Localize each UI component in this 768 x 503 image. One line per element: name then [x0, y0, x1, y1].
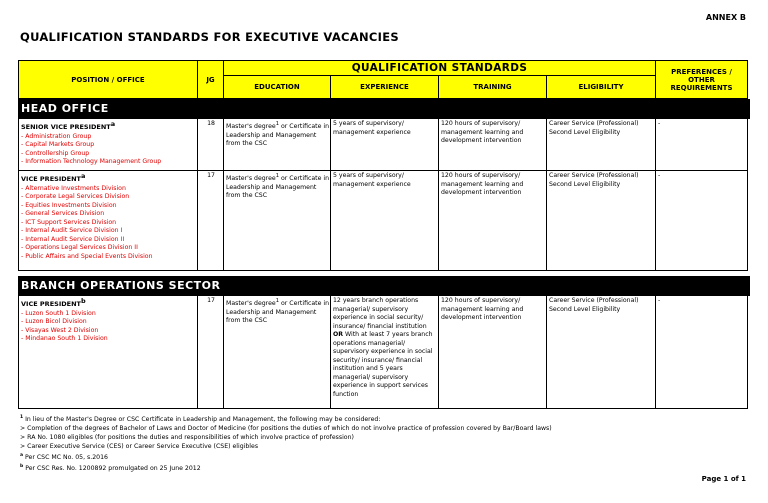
education-text-rest: or Certificate in Leadership and Management from the CSC [226, 300, 330, 325]
header-position: POSITION / OFFICE [19, 61, 198, 99]
training-cell: 120 hours of supervisory/ management learning and development intervention [439, 296, 547, 409]
education-cell [224, 171, 331, 271]
footnote-text: Per CSC MC No. 05, s.2016 [23, 453, 108, 461]
education-text: Master's degree [226, 123, 276, 131]
education-cell [224, 296, 331, 409]
experience-text: 12 years branch operations managerial/ supervisory experience in social security/ insurance/ financial institution [333, 297, 427, 330]
unit-item: - Visayas West 2 Division [21, 326, 99, 334]
unit-item: - ICT Support Services Division [21, 218, 117, 226]
footnote-text: In lieu of the Master's Degree or CSC Certificate in Leadership and Management, the following may be considered: [23, 416, 381, 424]
training-cell: 120 hours of supervisory/ management learning and development intervention [439, 171, 547, 271]
experience-cell: 5 years of supervisory/ management experience [331, 171, 439, 271]
education-cell [224, 119, 331, 171]
preferences-cell: - [656, 171, 748, 271]
position-footnote: b [80, 297, 86, 305]
experience-cell: 5 years of supervisory/ management experience [331, 119, 439, 171]
footnotes [20, 414, 552, 474]
position-cell [19, 296, 198, 409]
footnote-b [20, 463, 552, 474]
footnote-marker: 1 [20, 415, 24, 420]
education-footnote: 1 [275, 298, 279, 304]
footnote-text: Per CSC Res. No. 1200892 promulgated on 25 June 2012 [23, 464, 201, 472]
jg-cell: 17 [198, 171, 224, 271]
eligibility-cell: Career Service (Professional) Second Level Eligibility [547, 171, 656, 271]
unit-item: - Public Affairs and Special Events Division [21, 252, 153, 260]
position-cell [19, 119, 198, 171]
jg-cell: 18 [198, 119, 224, 171]
header-training: TRAINING [439, 76, 547, 99]
unit-item: - Information Technology Management Group [21, 158, 162, 166]
header-education: EDUCATION [224, 76, 331, 99]
page-number: Page 1 of 1 [701, 475, 746, 483]
unit-item: - Mindanao South 1 Division [21, 335, 108, 343]
page-title: QUALIFICATION STANDARDS FOR EXECUTIVE VACANCIES [20, 30, 399, 44]
education-footnote: 1 [275, 173, 279, 179]
experience-or: OR [333, 331, 344, 338]
position-cell [19, 171, 198, 271]
education-text: Master's degree [226, 175, 276, 183]
position-title: SENIOR VICE PRESIDENT [21, 123, 111, 132]
position-title: VICE PRESIDENT [21, 300, 81, 309]
table-row [18, 119, 748, 171]
position-title: VICE PRESIDENT [21, 175, 81, 184]
section-head-office: HEAD OFFICE [18, 99, 750, 119]
unit-item: - General Services Division [21, 210, 105, 218]
unit-item: - Capital Markets Group [21, 141, 95, 149]
unit-item: - Corporate Legal Services Division [21, 193, 130, 201]
education-text-rest: or Certificate in Leadership and Management from the CSC [226, 123, 330, 148]
position-footnote: a [80, 172, 86, 180]
unit-item: - Luzon Bicol Division [21, 318, 87, 326]
education-text-rest: or Certificate in Leadership and Management from the CSC [226, 175, 330, 200]
header-qualification-standards: QUALIFICATION STANDARDS [224, 61, 656, 76]
unit-item: - Luzon South 1 Division [21, 309, 96, 317]
position-footnote: a [110, 120, 116, 128]
table-row [18, 171, 748, 271]
footnote-item: > Career Executive Service (CES) or Career Service Executive (CSE) eligibles [20, 442, 259, 450]
footnote-marker: b [20, 463, 24, 469]
header-experience: EXPERIENCE [331, 76, 439, 99]
jg-cell: 17 [198, 296, 224, 409]
eligibility-cell: Career Service (Professional) Second Level Eligibility [547, 296, 656, 409]
section-branch-operations: BRANCH OPERATIONS SECTOR [18, 276, 750, 296]
experience-text-alt: With at least 7 years branch operations managerial/ supervisory experience in social security/ insurance/ financial institution and 5 years managerial/ supervisory experience in support services function [333, 331, 433, 398]
footnote-item: > RA No. 1080 eligibles (for positions the duties and responsibilities of which involve practice of profession) [20, 433, 354, 441]
unit-item: - Alternative Investments Division [21, 184, 126, 192]
eligibility-cell: Career Service (Professional) Second Level Eligibility [547, 119, 656, 171]
header-jg: JG [198, 61, 224, 99]
footnote-1 [20, 414, 552, 425]
preferences-cell: - [656, 296, 748, 409]
training-cell: 120 hours of supervisory/ management learning and development intervention [439, 119, 547, 171]
table-header [18, 60, 748, 99]
unit-item: - Internal Audit Service Division II [21, 235, 125, 243]
unit-item: - Operations Legal Services Division II [21, 244, 138, 252]
unit-item: - Administration Group [21, 132, 92, 140]
unit-item: - Equities Investments Division [21, 201, 117, 209]
education-text: Master's degree [226, 300, 276, 308]
unit-item: - Controllership Group [21, 149, 90, 157]
footnote-a [20, 452, 552, 463]
footnote-marker: a [20, 452, 24, 458]
unit-item: - Internal Audit Service Division I [21, 227, 123, 235]
table-row [18, 296, 748, 409]
annex-label: ANNEX B [705, 13, 746, 22]
header-eligibility: ELIGIBILITY [547, 76, 656, 99]
footnote-item: > Completion of the degrees of Bachelor of Laws and Doctor of Medicine (for positions the duties of which do not involve practice of profession covered by Bar/Board laws) [20, 424, 552, 432]
experience-cell [331, 296, 439, 409]
education-footnote: 1 [275, 121, 279, 127]
preferences-cell: - [656, 119, 748, 171]
header-preferences: PREFERENCES / OTHER REQUIREMENTS [656, 61, 748, 99]
